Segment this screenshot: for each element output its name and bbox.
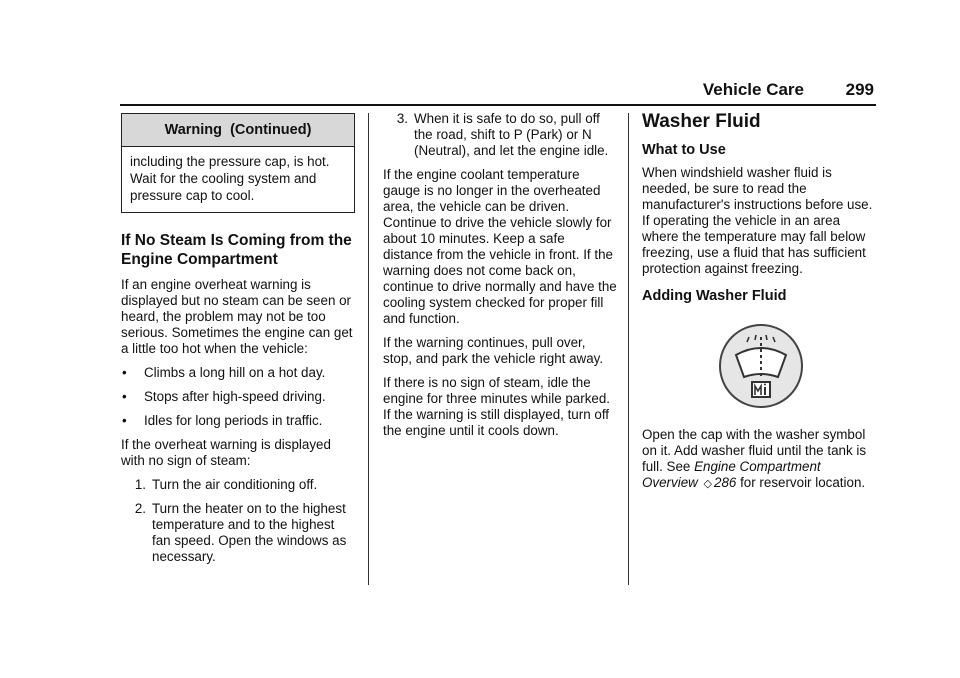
step-number: 2. — [134, 501, 146, 516]
warning-heading: Warning (Continued) — [122, 114, 354, 147]
list-item — [121, 389, 355, 405]
step-text: Turn the heater on to the highest temperature and to the highest fan speed. Open the windows as necessary. — [152, 501, 347, 564]
section-title: Vehicle Care — [702, 80, 804, 99]
page-header — [120, 80, 876, 106]
list-item-text: Idles for long periods in traffic. — [144, 413, 323, 428]
list-item-text: Climbs a long hill on a hot day. — [144, 365, 326, 380]
subheading-adding-washer-fluid: Adding Washer Fluid — [642, 288, 787, 304]
paragraph: If there is no sign of steam, idle the engine for three minutes while parked. If the warning is still displayed, turn off the engine until it cools down. — [383, 375, 611, 438]
column-left — [121, 113, 355, 573]
cross-reference-link[interactable]: Engine Compartment Overview — [642, 459, 821, 490]
step-number: 1. — [134, 477, 146, 492]
instruction-text-end: for reservoir location. — [736, 475, 866, 490]
section-heading: If No Steam Is Coming from the Engine Compartment — [121, 232, 352, 268]
paragraph — [642, 427, 880, 492]
washer-fluid-symbol-icon — [642, 323, 880, 409]
subheading-what-to-use: What to Use — [642, 142, 726, 158]
warning-text: including the pressure cap, is hot. Wait for the cooling system and pressure cap to cool. — [130, 154, 330, 203]
numbered-step — [121, 477, 355, 493]
warning-box — [121, 113, 355, 213]
bullet-marker: • — [122, 389, 127, 404]
step-text: When it is safe to do so, pull off the road, shift to P (Park) or N (Neutral), and let the engine idle. — [414, 111, 609, 158]
section-title-washer-fluid: Washer Fluid — [642, 111, 761, 132]
step-number: 3. — [396, 111, 408, 126]
column-right — [642, 111, 880, 500]
page-reference-arrow-icon: ◇ — [703, 478, 713, 490]
step-text: Turn the air conditioning off. — [152, 477, 318, 492]
column-middle — [383, 111, 618, 447]
instruction-text: Open the cap with the washer symbol on it. Add washer fluid until the tank is full. See — [642, 427, 867, 474]
numbered-step — [121, 501, 355, 565]
paragraph: When windshield washer fluid is needed, be sure to read the manufacturer's instructions before use. If operating the vehicle in an area where the temperature may fall below freezing, use a fluid that has sufficient protection against freezing. — [642, 165, 873, 276]
bullet-marker: • — [122, 365, 127, 380]
paragraph: If the engine coolant temperature gauge is no longer in the overheated area, the vehicle can be driven. Continue to drive the vehicle slowly for about 10 minutes. Keep a safe distance from the vehicle in front. If the warning does not come back on, continue to drive normally and have the cooling system checked for proper fill and function. — [383, 167, 617, 326]
paragraph: If an engine overheat warning is displayed but no steam can be seen or heard, the problem may not be too serious. Sometimes the engine can get a little too hot when the vehicle: — [121, 277, 353, 356]
list-item-text: Stops after high-speed driving. — [144, 389, 326, 404]
column-divider — [368, 113, 369, 585]
numbered-step — [383, 111, 618, 159]
list-item — [121, 413, 355, 429]
page-reference[interactable]: 286 — [714, 475, 737, 490]
bullet-marker: • — [122, 413, 127, 428]
paragraph: If the overheat warning is displayed with no sign of steam: — [121, 437, 331, 468]
list-item — [121, 365, 355, 381]
column-divider — [628, 113, 629, 585]
paragraph: If the warning continues, pull over, stop, and park the vehicle right away. — [383, 335, 604, 366]
page-number: 299 — [845, 80, 874, 99]
washer-fluid-symbol-icon — [716, 323, 806, 409]
